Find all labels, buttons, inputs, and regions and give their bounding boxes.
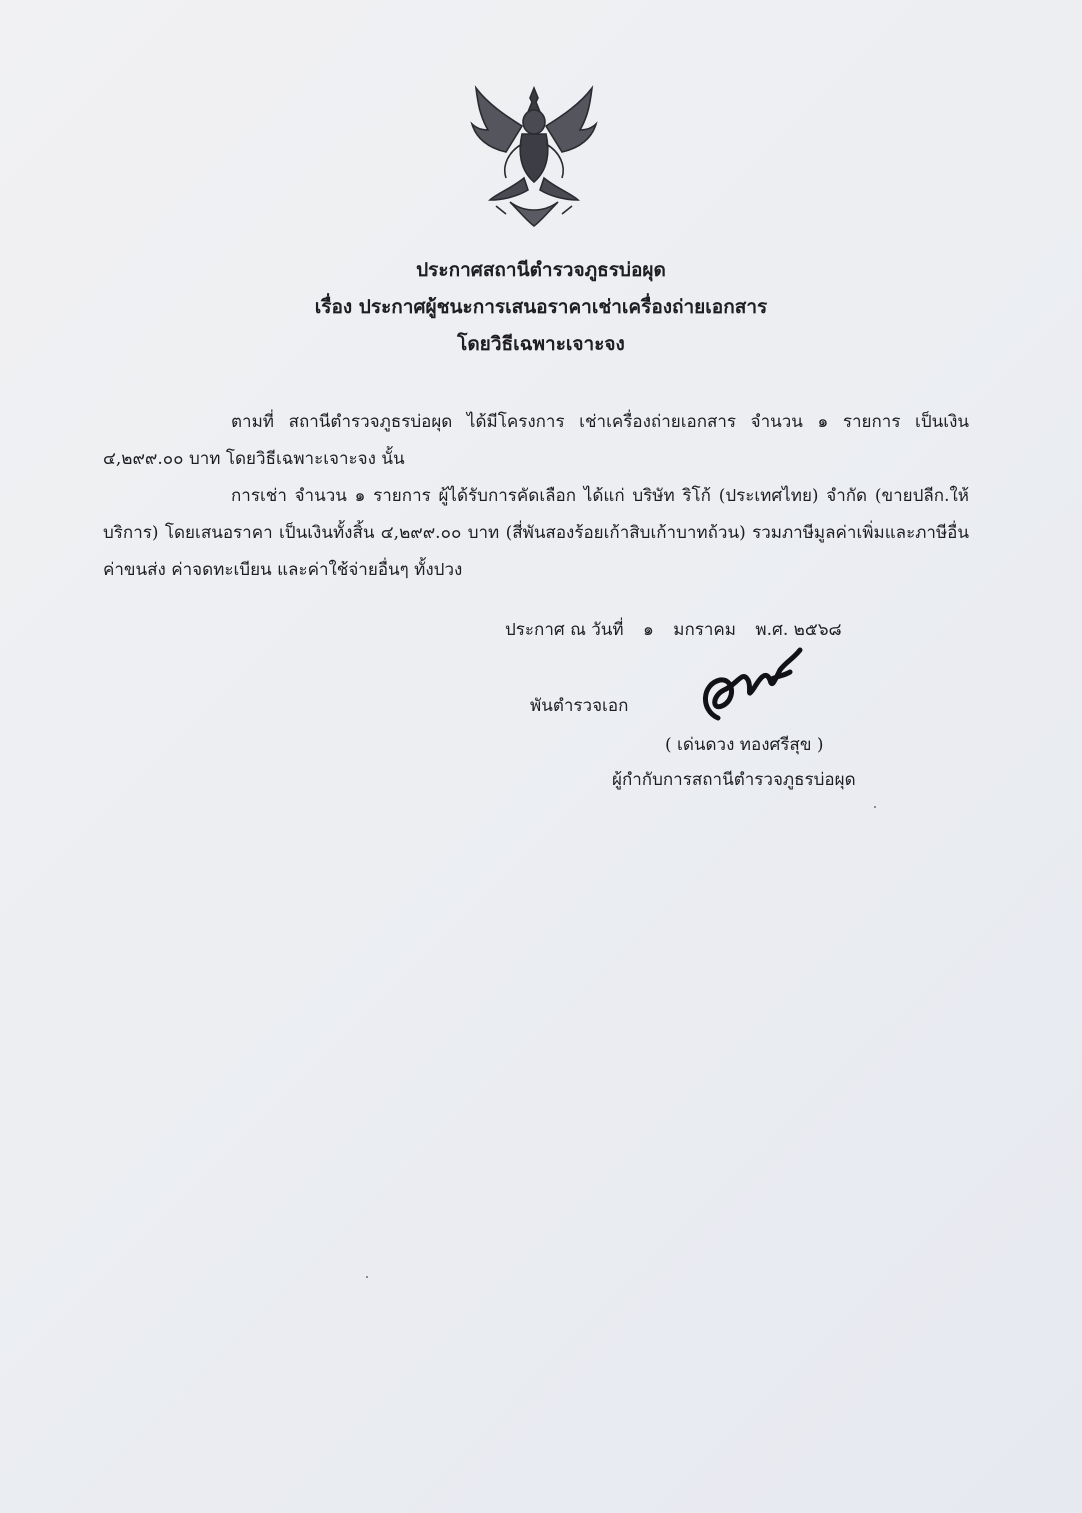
title-line-1: ประกาศสถานีตำรวจภูธรบ่อผุด	[416, 259, 666, 281]
signatory-position: ผู้กำกับการสถานีตำรวจภูธรบ่อผุด	[612, 770, 856, 790]
paper-speck	[366, 1276, 368, 1278]
garuda-emblem-icon	[466, 82, 602, 230]
announce-label: ประกาศ ณ วันที่	[505, 620, 624, 640]
signatory-name: ( เด่นดวง ทองศรีสุข )	[665, 735, 824, 755]
paragraph-2: การเช่า จำนวน ๑ รายการ ผู้ได้รับการคัดเลือก ได้แก่ บริษัท ริโก้ (ประเทศไทย) จำกัด (ขายปลีก.ให้บริการ) โดยเสนอราคา เป็นเงินทั้งสิ้น ๔,๒๙๙.๐๐ บาท (สี่พันสองร้อยเก้าสิบเก้าบาทถ้วน) รวมภาษีมูลค่าเพิ่มและภาษีอื่น ค่าขนส่ง ค่าจดทะเบียน และค่าใช้จ่ายอื่นๆ ทั้งปวง	[103, 486, 969, 580]
announcement-title	[0, 252, 1082, 363]
date-month: มกราคม	[673, 620, 737, 640]
date-day: ๑	[643, 620, 654, 640]
date-year: พ.ศ. ๒๕๖๘	[755, 620, 842, 640]
signatory-rank: พันตำรวจเอก	[530, 696, 629, 716]
title-line-2: เรื่อง ประกาศผู้ชนะการเสนอราคาเช่าเครื่องถ่ายเอกสาร	[314, 296, 768, 318]
paper-speck	[874, 806, 876, 808]
announcement-date	[505, 616, 856, 643]
announcement-body	[103, 404, 969, 589]
signature-mark	[690, 640, 810, 730]
title-line-3: โดยวิธีเฉพาะเจาะจง	[457, 333, 625, 355]
paragraph-1: ตามที่ สถานีตำรวจภูธรบ่อผุด ได้มีโครงการ เช่าเครื่องถ่ายเอกสาร จำนวน ๑ รายการ เป็นเงิน ๔,๒๙๙.๐๐ บาท โดยวิธีเฉพาะเจาะจง นั้น	[103, 412, 969, 469]
